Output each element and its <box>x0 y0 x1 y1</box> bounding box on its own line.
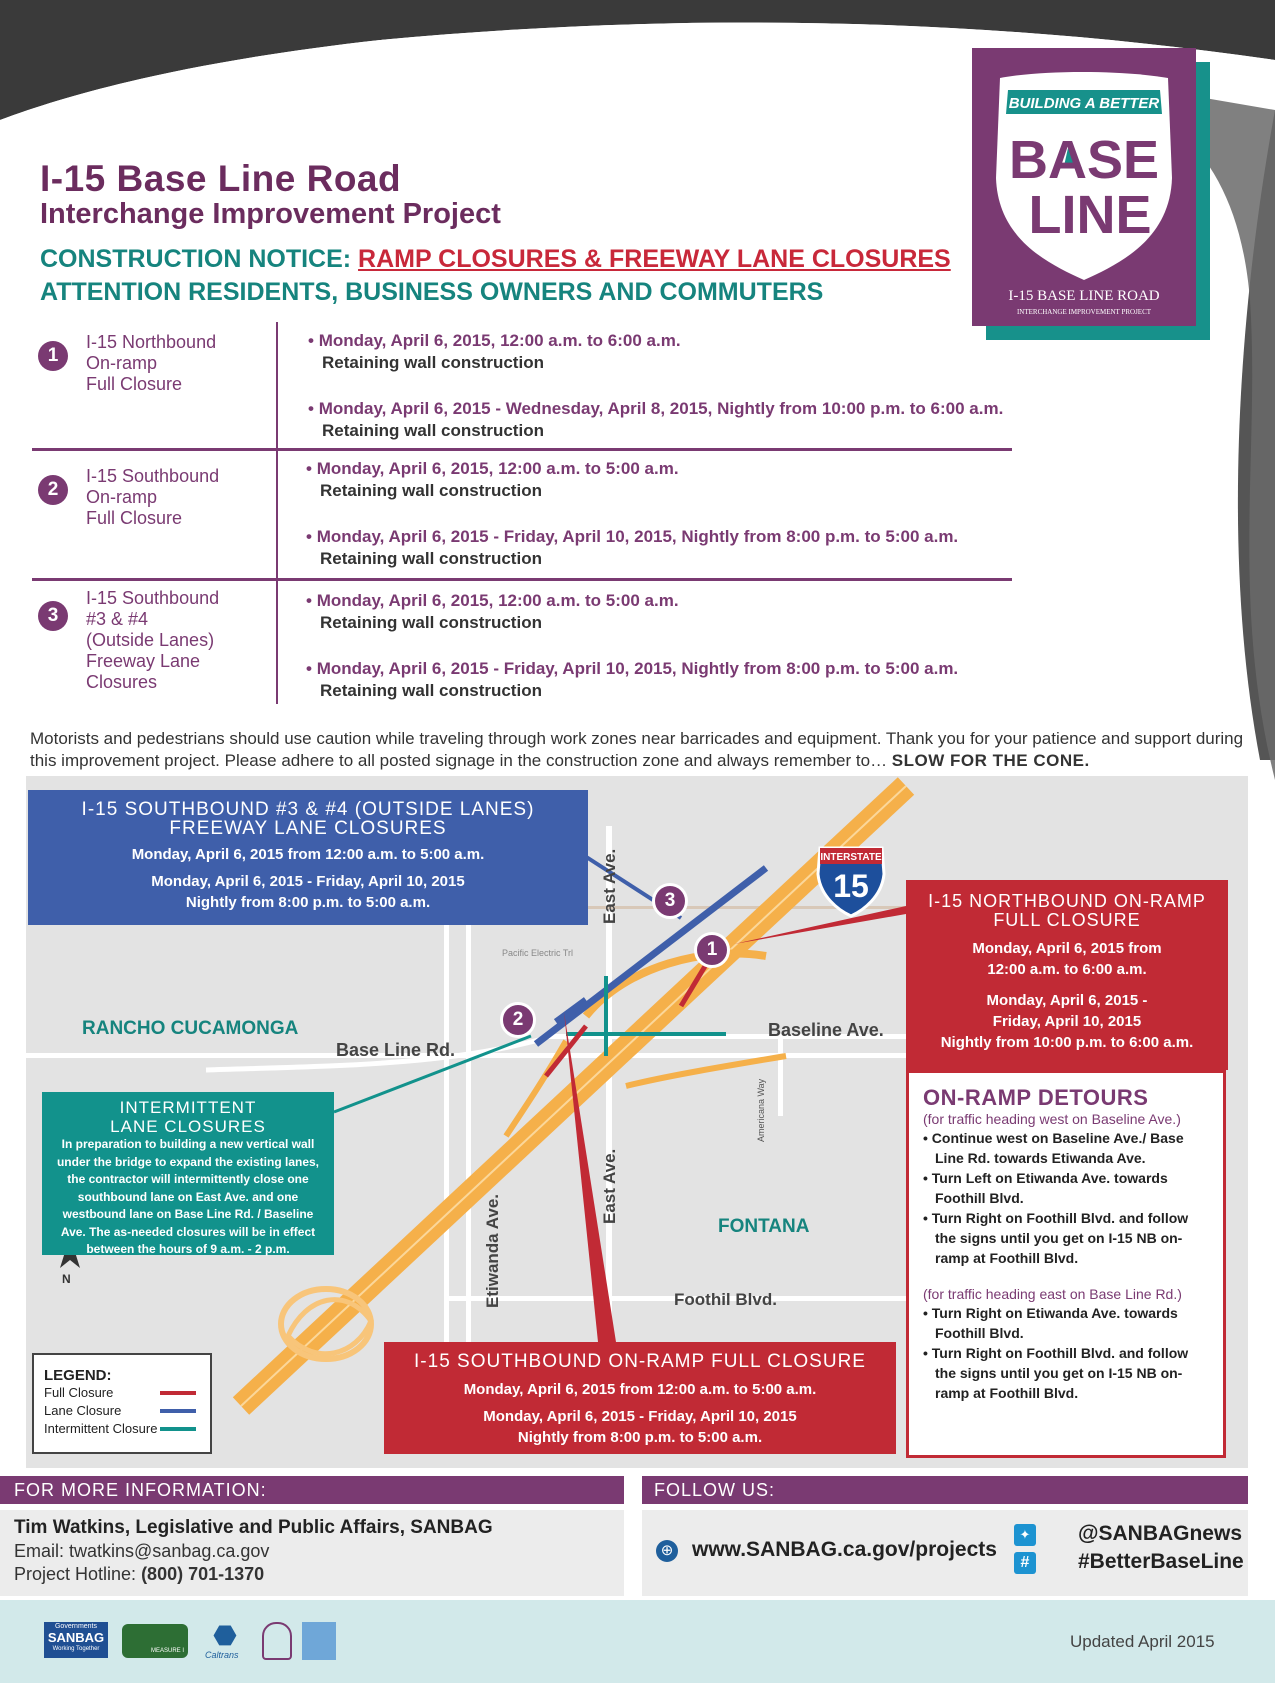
etiwanda-ave-label: Etiwanda Ave. <box>483 1194 502 1308</box>
callout-line: Monday, April 6, 2015 from <box>972 940 1162 957</box>
logo-word-2: LINE <box>1028 185 1152 245</box>
callout-heading: I-15 NORTHBOUND ON-RAMP <box>928 891 1206 911</box>
map-marker-1: 1 <box>694 932 730 968</box>
table-divider <box>276 322 278 704</box>
intermittent-closure-callout <box>42 1092 334 1255</box>
onramp-detours-panel <box>906 1070 1226 1458</box>
closure-desc: Retaining wall construction <box>322 353 544 372</box>
caution-text: Motorists and pedestrians should use caution while traveling through work zones near barricades and equipment. Thank you for your patience and support during this improvement project. Please adhere to all posted signage in the construction zone and always remember to… <box>30 729 1244 770</box>
fontana-label: FONTANA <box>718 1216 810 1237</box>
caution-slogan: SLOW FOR THE CONE. <box>891 751 1090 770</box>
email-label: Email: <box>14 1541 70 1561</box>
callout-heading: I-15 SOUTHBOUND ON-RAMP FULL CLOSURE <box>414 1351 866 1372</box>
closure-desc: Retaining wall construction <box>320 481 542 500</box>
callout-heading: FULL CLOSURE <box>993 910 1141 930</box>
hashtag-icon: # <box>1014 1552 1036 1574</box>
fontana-seal-icon <box>302 1622 336 1660</box>
table-row-divider <box>32 578 1012 581</box>
page-title: I-15 Base Line Road <box>40 158 402 199</box>
closure-label-line: I-15 Southbound <box>86 466 220 486</box>
closure-entry: • Monday, April 6, 2015 - Wednesday, April 8, 2015, Nightly from 10:00 p.m. to 6:00 a.m. Retaining wall construction <box>308 399 1004 440</box>
callout-line: Friday, April 10, 2015 <box>992 1013 1142 1030</box>
callout-heading: INTERMITTENT <box>119 1098 257 1117</box>
callout-line: Monday, April 6, 2015 - <box>986 992 1148 1009</box>
legend-label: Intermittent Closure <box>44 1421 158 1436</box>
callout-text: In preparation to building a new vertical wall under the bridge to expand the existing lanes, the contractor will intermittently close one southbound lane on East Ave. and one westbound lane on Base Line Rd. / Baseline Ave. The as-needed closures will be in effect between the hours of 9 a.m. - 2 p.m. <box>56 1137 320 1256</box>
baseline-ave-label: Baseline Ave. <box>768 1020 884 1040</box>
page-subtitle: Interchange Improvement Project <box>40 198 501 230</box>
sb-onramp-closure-callout <box>384 1342 896 1454</box>
closure-number-3: 3 <box>38 601 68 631</box>
closure-date: Monday, April 6, 2015, 12:00 a.m. to 6:00 a.m. <box>318 331 681 350</box>
callout-heading: FREEWAY LANE CLOSURES <box>169 818 447 839</box>
sanbag-logo-top: Governments <box>54 1623 98 1630</box>
callout-line: 12:00 a.m. to 6:00 a.m. <box>987 961 1147 978</box>
rancho-cucamonga-seal-icon <box>262 1622 292 1660</box>
closure-entry: • Monday, April 6, 2015 - Friday, April 10, 2015, Nightly from 8:00 p.m. to 5:00 a.m. Retaining wall construction <box>306 659 959 700</box>
follow-us-header: FOLLOW US: <box>642 1476 1248 1504</box>
closure-date: Monday, April 6, 2015 - Wednesday, April 8, 2015, Nightly from 10:00 p.m. to 6:00 a.m. <box>318 399 1004 418</box>
contact-email-row <box>14 1540 624 1563</box>
contact-hotline-row <box>14 1563 624 1586</box>
closure-label-line: I-15 Northbound <box>86 332 217 352</box>
callout-line: Nightly from 8:00 p.m. to 5:00 a.m. <box>517 1429 763 1446</box>
shield-number: 15 <box>833 868 869 904</box>
sanbag-logo-main: SANBAG <box>47 1630 105 1645</box>
measure-i-logo: MEASURE I <box>122 1624 188 1658</box>
callout-line: Nightly from 10:00 p.m. to 6:00 a.m. <box>940 1034 1194 1051</box>
legend-swatch <box>160 1409 196 1413</box>
logo-word-1: BASE <box>1008 130 1160 190</box>
hotline-number[interactable]: (800) 701-1370 <box>141 1564 265 1584</box>
closure-entry: • Monday, April 6, 2015, 12:00 a.m. to 6:00 a.m. Retaining wall construction <box>308 331 681 372</box>
contact-name: Tim Watkins, Legislative and Public Affairs, SANBAG <box>14 1517 493 1538</box>
pacific-electric-trail-label: Pacific Electric Trl <box>502 948 574 958</box>
legend-swatch <box>160 1391 196 1395</box>
callout-heading: I-15 SOUTHBOUND #3 & #4 (OUTSIDE LANES) <box>81 799 535 820</box>
logo-caption-2: INTERCHANGE IMPROVEMENT PROJECT <box>1016 308 1152 316</box>
east-ave-label-top: East Ave. <box>600 848 619 924</box>
detours-eastbound-subtitle: (for traffic heading east on Base Line Rd.) <box>923 1286 1182 1302</box>
closure-label-line: Closures <box>86 672 158 692</box>
legend-item-lane-closure <box>44 1402 210 1420</box>
twitter-icon: ✦ <box>1014 1524 1036 1546</box>
footer-bar <box>0 1600 1275 1683</box>
attention-line: ATTENTION RESIDENTS, BUSINESS OWNERS AND COMMUTERS <box>40 278 824 306</box>
detour-step: • Turn Right on Etiwanda Ave. towards Foothill Blvd. <box>923 1305 1178 1341</box>
map-marker-2: 2 <box>500 1002 536 1038</box>
contact-info <box>0 1510 624 1596</box>
closure-date: Monday, April 6, 2015 - Friday, April 10, 2015, Nightly from 8:00 p.m. to 5:00 a.m. <box>316 659 959 678</box>
closure-date: Monday, April 6, 2015 - Friday, April 10, 2015, Nightly from 8:00 p.m. to 5:00 a.m. <box>316 527 959 546</box>
detour-step: • Turn Left on Etiwanda Ave. towards Foothill Blvd. <box>923 1170 1168 1206</box>
closure-label-line: Full Closure <box>86 374 183 394</box>
closure-entry: • Monday, April 6, 2015, 12:00 a.m. to 5:00 a.m. Retaining wall construction <box>306 591 679 632</box>
closure-label-line: #3 & #4 <box>86 609 149 629</box>
logo-banner: BUILDING A BETTER <box>1008 95 1160 112</box>
closure-label-line: I-15 Southbound <box>86 588 220 608</box>
rancho-cucamonga-label: RANCHO CUCAMONGA <box>82 1018 299 1039</box>
legend-item-intermittent-closure <box>44 1420 210 1438</box>
closure-desc: Retaining wall construction <box>320 549 542 568</box>
north-label: N <box>62 1272 71 1286</box>
legend-title: LEGEND: <box>44 1367 112 1384</box>
hotline-label: Project Hotline: <box>14 1564 142 1584</box>
closure-entry: • Monday, April 6, 2015 - Friday, April 10, 2015, Nightly from 8:00 p.m. to 5:00 a.m. Retaining wall construction <box>306 527 959 568</box>
caution-paragraph <box>30 728 1250 772</box>
construction-notice <box>40 245 951 274</box>
sanbag-logo <box>44 1622 108 1658</box>
notice-closures: RAMP CLOSURES & FREEWAY LANE CLOSURES <box>358 245 951 273</box>
closure-desc: Retaining wall construction <box>320 613 542 632</box>
detour-step: • Turn Right on Foothill Blvd. and follow the signs until you get on I-15 NB on-ramp at Foothill Blvd. <box>923 1210 1189 1266</box>
closure-label-line: On-ramp <box>86 353 158 373</box>
closure-date: Monday, April 6, 2015, 12:00 a.m. to 5:00 a.m. <box>316 591 679 610</box>
closure-entry: • Monday, April 6, 2015, 12:00 a.m. to 5:00 a.m. Retaining wall construction <box>306 459 679 500</box>
lane-closure-callout <box>28 790 588 925</box>
foothill-blvd-label: Foothil Blvd. <box>674 1290 777 1309</box>
twitter-handle-link[interactable]: @SANBAGnews <box>1078 1522 1243 1545</box>
closure-desc: Retaining wall construction <box>320 681 542 700</box>
detours-title: ON-RAMP DETOURS <box>923 1085 1149 1110</box>
legend-swatch <box>160 1427 196 1431</box>
detour-step: • Continue west on Baseline Ave./ Base Line Rd. towards Etiwanda Ave. <box>923 1130 1184 1166</box>
notice-prefix: CONSTRUCTION NOTICE: <box>40 245 359 273</box>
building-better-baseline-logo <box>972 48 1210 340</box>
closure-label-line: Freeway Lane <box>86 651 201 671</box>
globe-icon: ⊕ <box>656 1540 678 1562</box>
sanbag-logo-bottom: Working Together <box>52 1646 100 1652</box>
closure-label-line: (Outside Lanes) <box>86 630 215 650</box>
callout-heading: LANE CLOSURES <box>110 1117 266 1136</box>
closure-label-line: On-ramp <box>86 487 158 507</box>
americana-way-label: Americana Way <box>756 1078 766 1142</box>
closure-label-line: Full Closure <box>86 508 183 528</box>
hashtag-text: #BetterBaseLine <box>1078 1550 1244 1573</box>
map-marker-3: 3 <box>652 883 688 919</box>
closure-number-2: 2 <box>38 475 68 505</box>
detours-westbound-subtitle: (for traffic heading west on Baseline Ave.) <box>923 1111 1181 1127</box>
east-ave-label-bottom: East Ave. <box>600 1148 619 1224</box>
closure-label-3 <box>86 588 266 693</box>
table-row-divider <box>32 448 1012 451</box>
closure-label-1 <box>86 332 266 395</box>
nb-onramp-closure-callout <box>906 880 1228 1070</box>
closure-number-1: 1 <box>38 341 68 371</box>
legend-label: Full Closure <box>44 1385 114 1400</box>
project-map <box>26 776 1248 1468</box>
callout-line: Monday, April 6, 2015 - Friday, April 10, 2015 <box>483 1408 797 1425</box>
more-info-header: FOR MORE INFORMATION: <box>0 1476 624 1504</box>
map-legend <box>32 1353 212 1454</box>
follow-us-panel <box>642 1510 1248 1596</box>
callout-line: Monday, April 6, 2015 from 12:00 a.m. to 5:00 a.m. <box>463 1381 817 1398</box>
base-line-rd-label: Base Line Rd. <box>336 1040 456 1060</box>
caltrans-logo-icon: ⬣ <box>213 1620 237 1650</box>
updated-date: Updated April 2015 <box>1070 1632 1215 1651</box>
shield-top-text: INTERSTATE <box>820 852 882 863</box>
callout-line: Nightly from 8:00 p.m. to 5:00 a.m. <box>185 894 431 911</box>
callout-line: Monday, April 6, 2015 from 12:00 a.m. to 5:00 a.m. <box>131 846 485 863</box>
legend-label: Lane Closure <box>44 1403 122 1418</box>
closure-label-2 <box>86 466 266 529</box>
closure-date: Monday, April 6, 2015, 12:00 a.m. to 5:00 a.m. <box>316 459 679 478</box>
closure-desc: Retaining wall construction <box>322 421 544 440</box>
detour-step: • Turn Right on Foothill Blvd. and follow the signs until you get on I-15 NB on-ramp at Foothill Blvd. <box>923 1345 1189 1401</box>
interstate-15-shield-icon <box>816 844 886 920</box>
website-link[interactable]: www.SANBAG.ca.gov/projects <box>692 1538 997 1561</box>
contact-email-link[interactable]: twatkins@sanbag.ca.gov <box>69 1541 270 1561</box>
legend-item-full-closure <box>44 1384 210 1402</box>
logo-caption-1: I-15 BASE LINE ROAD <box>1008 288 1160 304</box>
caltrans-logo-text: Caltrans <box>205 1650 239 1660</box>
callout-line: Monday, April 6, 2015 - Friday, April 10, 2015 <box>151 873 465 890</box>
